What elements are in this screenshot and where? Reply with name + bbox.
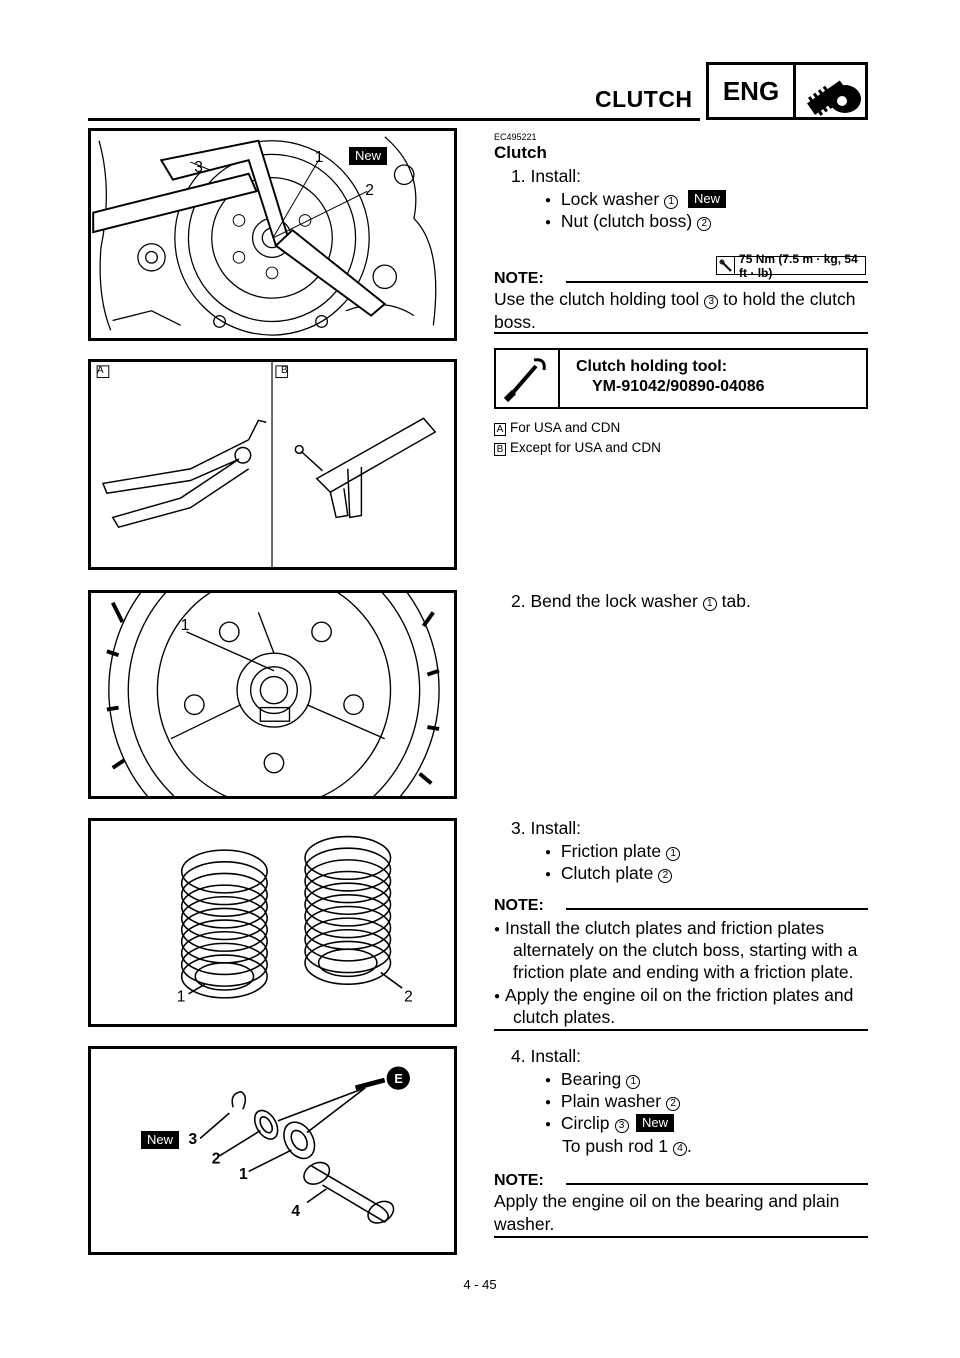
label-a: A [97, 365, 104, 376]
step4-item-circlip: ● Circlip 3 [545, 1112, 629, 1136]
tool-variants-illustration [91, 362, 454, 567]
engine-icon [799, 67, 865, 117]
callout-2: 2 [404, 988, 413, 1006]
tool-number: YM-91042/90890-04086 [592, 378, 765, 395]
step3-item-clutch-plate: ● Clutch plate 2 [545, 862, 672, 886]
section-title: Clutch [494, 143, 547, 162]
step3-label: 3. Install: [511, 818, 582, 838]
torque-spec [716, 251, 866, 280]
callout-2: 2 [211, 1150, 221, 1168]
new-tag: New [349, 147, 387, 165]
step2-text: 2. Bend the lock washer 1 tab. [511, 591, 751, 611]
torque-value: 75 Nm (7.5 m · kg, 54 ft · lb) [739, 251, 858, 280]
note-label: NOTE: [494, 897, 544, 914]
label-b: B [281, 365, 288, 376]
callout-1: 1 [238, 1166, 248, 1184]
note-text-2: boss. [494, 312, 536, 332]
callout-1: 1 [180, 616, 190, 634]
new-tag: New [636, 1114, 674, 1132]
section-code: EC495221 [494, 132, 537, 142]
note-text-1: Apply the engine oil on the bearing and plain [494, 1191, 840, 1211]
figure-push-rod-parts [88, 1046, 457, 1255]
step4-item-plain-washer: ● Plain washer 2 [545, 1090, 680, 1114]
callout-3: 3 [194, 158, 203, 176]
section-label: ENG [709, 65, 793, 117]
page-header-title: CLUTCH [595, 86, 693, 112]
tool-icon [496, 350, 560, 407]
note-bullet-1-line-2: alternately on the clutch boss, starting with a [513, 940, 858, 960]
section-badge [706, 62, 868, 120]
note-label: NOTE: [494, 1172, 544, 1189]
figure-clutch-plates [88, 818, 457, 1027]
note-bullet-2-line-1: ● Apply the engine oil on the friction plates and [494, 984, 853, 1008]
callout-2: 2 [365, 182, 374, 200]
step1-item-nut: ● Nut (clutch boss) 2 [545, 210, 711, 234]
note-label: NOTE: [494, 270, 544, 287]
wrench-icon [717, 257, 735, 274]
oil-mark: E [394, 1071, 403, 1086]
callout-4: 4 [291, 1203, 301, 1221]
tool-title: Clutch holding tool: [576, 358, 728, 375]
note-bullet-2-line-2: clutch plates. [513, 1007, 616, 1027]
new-tag: New [688, 190, 726, 208]
step3-item-friction-plate: ● Friction plate 1 [545, 840, 680, 864]
lock-washer-illustration [91, 593, 454, 796]
callout-1: 1 [176, 988, 186, 1006]
figure-lock-washer [88, 590, 457, 799]
note-bullet-1-line-1: ● Install the clutch plates and friction plates [494, 917, 824, 941]
caption-a: A For USA and CDN [494, 420, 620, 436]
page-number: 4 - 45 [463, 1277, 497, 1292]
step4-item-bearing: ● Bearing 1 [545, 1068, 640, 1092]
step1-label: 1. Install: [511, 166, 582, 186]
caption-b: B Except for USA and CDN [494, 440, 661, 456]
step4-sub-text: To push rod 1 4 . [562, 1136, 692, 1156]
header-rule [88, 118, 700, 121]
clutch-boss-illustration [91, 131, 454, 338]
callout-1: 1 [314, 149, 324, 167]
new-tag: New [141, 1131, 179, 1149]
note-text-2: washer. [494, 1214, 555, 1234]
special-tool-box [494, 348, 868, 409]
push-rod-parts-illustration [91, 1049, 454, 1252]
step1-item-lock-washer: ● Lock washer 1 [545, 188, 678, 212]
clutch-plates-illustration [91, 821, 454, 1024]
note-bullet-1-line-3: friction plate and ending with a friction plate. [513, 962, 854, 982]
note-text-1: Use the clutch holding tool 3 to hold the clutch [494, 289, 856, 309]
step4-label: 4. Install: [511, 1046, 582, 1066]
figure-clutch-holding-tool [88, 128, 457, 341]
figure-tool-variants [88, 359, 457, 570]
callout-3: 3 [188, 1131, 198, 1149]
